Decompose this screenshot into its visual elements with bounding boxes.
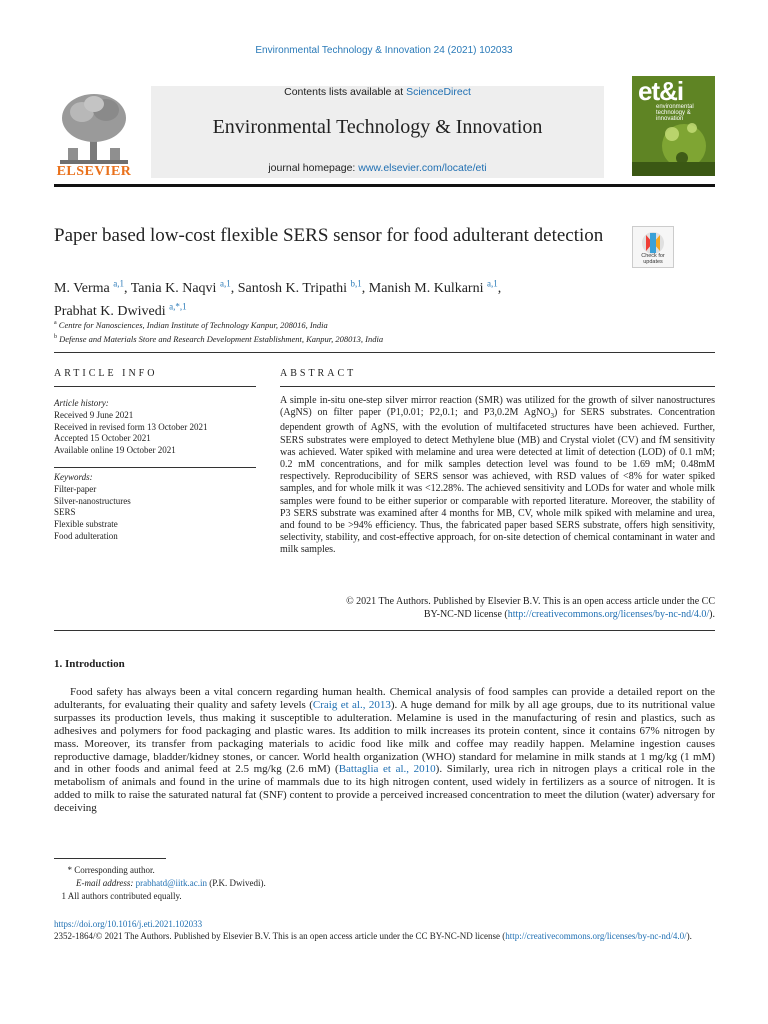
citation-battaglia[interactable]: Battaglia et al., 2010	[338, 763, 436, 776]
abstract-copyright	[280, 595, 715, 621]
journal-cover[interactable]	[632, 76, 715, 176]
header-rule	[54, 184, 715, 187]
email-label: E-mail address:	[76, 878, 134, 888]
issn-license-link[interactable]: http://creativecommons.org/licenses/by-nc-nd/4.0/	[505, 931, 687, 941]
author-2	[130, 278, 238, 296]
keyword: Food adulteration	[54, 530, 118, 541]
article-info-rule	[54, 386, 256, 387]
copyright-prefix: BY-NC-ND license (	[423, 609, 508, 620]
author-affil-mark[interactable]: a,1	[486, 278, 498, 288]
author-affil-mark[interactable]: a,1	[219, 278, 231, 288]
author-affil-mark[interactable]: a,1	[113, 278, 124, 288]
history-heading: Article history:	[54, 398, 109, 408]
abstract-part-1: A simple in-situ one-step silver mirror reaction (SMR) was utilized for the growth of silver nanostructures (AgNS) on filter paper (P1,0.01; P2,0.1; and P3,0.2M AgNO	[280, 395, 715, 419]
cover-subtitle: environmental technology & innovation	[656, 104, 694, 122]
issn-license-line	[54, 931, 715, 943]
affiliation-a	[54, 317, 674, 331]
affiliation-text: Defense and Materials Store and Research Development Establishment, Kanpur, 208013, India	[59, 333, 384, 344]
affiliation-mark: a	[54, 320, 57, 326]
keyword: Silver-nanostructures	[54, 495, 131, 506]
history-revised: Received in revised form 13 October 2021	[54, 421, 208, 432]
journal-reference[interactable]: Environmental Technology & Innovation 24 (2021) 102033	[255, 45, 513, 56]
keywords-heading: Keywords:	[54, 471, 93, 482]
journal-homepage-link[interactable]: www.elsevier.com/locate/eti	[358, 162, 487, 174]
author-1	[54, 278, 131, 296]
affiliations	[54, 317, 674, 345]
issn-suffix: ).	[686, 931, 692, 941]
license-link[interactable]: http://creativecommons.org/licenses/by-nc-nd/4.0/	[507, 609, 710, 620]
author-name: M. Verma	[54, 280, 110, 296]
author-affil-mark[interactable]: a,*,1	[169, 301, 187, 312]
homepage-line	[151, 162, 604, 174]
footnote-mark: *	[67, 865, 72, 875]
history-online: Available online 19 October 2021	[54, 445, 176, 456]
author-separator: ,	[497, 280, 502, 296]
history-received: Received 9 June 2021	[54, 409, 134, 420]
intro-text-3: ). Similarly, urea rich in nitrogen plays a critical role in the metabolism of animals and found in the urine of mammals due to its high nitrogen content, used widely in fertilizers as a source of nitrogen. It is added to milk to raise the saturated natural fat (SNF) content to provide a perceived increased concentration to meet the dilution (water) adversary for deceiving	[54, 763, 715, 815]
email-suffix: (P.K. Dwivedi).	[209, 878, 266, 888]
keyword: SERS	[54, 507, 76, 518]
journal-header	[54, 76, 715, 180]
journal-name: Environmental Technology & Innovation	[212, 116, 543, 138]
author-name: Manish M. Kulkarni	[368, 280, 484, 296]
doi-link[interactable]: https://doi.org/10.1016/j.eti.2021.102033	[54, 919, 203, 929]
footnote-text: Corresponding author.	[74, 865, 155, 875]
abstract-rule	[280, 386, 715, 387]
elsevier-wordmark: ELSEVIER	[56, 164, 132, 179]
cover-title: et&i	[638, 76, 684, 106]
affiliation-b	[54, 331, 674, 345]
affiliation-text: Centre for Nanosciences, Indian Institute of Technology Kanpur, 208016, India	[58, 319, 328, 330]
author-separator: ,	[123, 280, 131, 296]
affiliation-rule	[54, 352, 715, 353]
author-name: Prabhat K. Dwivedi	[54, 304, 166, 320]
abstract-text	[280, 395, 715, 557]
author-3	[237, 278, 369, 296]
intro-text-1: Food safety has always been a vital concern regarding human health. Chemical analysis of food samples can provide a detailed report on the adulterants, for evaluating their quality and safety levels (	[54, 686, 715, 711]
contents-line	[151, 86, 604, 98]
keywords-rule	[54, 457, 256, 468]
footnote-email	[54, 877, 715, 890]
author-4	[368, 278, 502, 296]
footnote-text: All authors contributed equally.	[67, 891, 182, 901]
check-for-updates-badge[interactable]	[632, 226, 674, 268]
author-name: Santosh K. Tripathi	[237, 280, 348, 296]
affiliation-mark: b	[54, 333, 57, 340]
keyword: Filter-paper	[54, 483, 97, 494]
abstract-heading: ABSTRACT	[280, 368, 357, 379]
author-affil-mark[interactable]: b,1	[350, 278, 362, 288]
homepage-prefix: journal homepage:	[268, 162, 359, 174]
copyright-line-2	[280, 608, 715, 621]
footnote-rule	[54, 858, 166, 859]
history-accepted: Accepted 15 October 2021	[54, 433, 151, 444]
abstract-subscript: 3	[550, 412, 554, 421]
journal-banner	[151, 86, 604, 178]
keyword: Flexible substrate	[54, 519, 118, 530]
sciencedirect-link[interactable]: ScienceDirect	[406, 86, 471, 98]
introduction-heading: 1. Introduction	[54, 658, 125, 670]
footnote-corresponding	[54, 864, 715, 877]
citation-craig[interactable]: Craig et al., 2013	[312, 698, 391, 711]
author-separator: ,	[230, 280, 238, 296]
footnote-equal	[54, 890, 715, 903]
introduction-paragraph	[54, 686, 715, 815]
article-title: Paper based low-cost flexible SERS sensor for food adulterant detection	[54, 225, 604, 246]
contents-prefix: Contents lists available at	[284, 86, 407, 98]
article-info	[54, 398, 254, 543]
author-name: Tania K. Naqvi	[130, 280, 217, 296]
footnote-mark: 1	[61, 891, 66, 901]
article-info-heading: ARTICLE INFO	[54, 368, 158, 379]
author-separator: ,	[361, 280, 369, 296]
abstract-part-2: ) for SERS substrates. Concentration dependent growth of AgNS, with the evolution of multifaceted structures have been achieved. Further, SERS substrates were employed to detect Methylene blue (MB) and Crystal violet (CV) and fM sensitivity was achieved. Water spiked with melamine and urea were detected at limit of detection (LOD) of 0.1 mM; 0.2 mM concentrations, and for milk samples detection level was found to be 1.69 mM; 0.48mM respectively. Reproducibility of SERS sensor was achieved, with RSD values of <8% for water spiked samples, and for whole milk it was <12.28%. The achieved sensitivity and LODs for water and whole milk samples were found to be either superior or comparable with reported literature. Moreover, the stability of P3 SERS substrate was examined after 4 months for MB, CV, whole milk spiked with melamine and urea, and found to be >94% efficiency. Thus, the fabricated paper based SERS substrate, offers high sensitivity, selectivity, stability, and cost-effective approach, for on-site detection of chemical contaminant in water and milk samples.	[280, 407, 715, 556]
issn-text: 2352-1864/© 2021 The Authors. Published by Elsevier B.V. This is an open access article under the CC BY-NC-ND license (	[54, 931, 506, 941]
intro-text-2: ). A huge demand for milk by all age groups, due to its nutritional value surpasses its production levels, thus making it susceptible to adulteration. Melamine is used in the manufacturing of resin and plastics, such as adhesives and polymers for food packaging and plastic wares. Its addition to milk increases its protein content, since it contains 67% nitrogen by mass. Moreover, its transfer from packaging materials to acidic food like milk and coffee may readily happen. Melamine ingestion causes reproductive damage, bladder/kidney stones, or cancer. World health organization (WHO) standard for melamine in milk stands at 1 mg/kg (1 mM) and in other foods and animal feed at 2.5 mg/kg (2.6 mM) (	[54, 698, 715, 776]
author-email-link[interactable]: prabhatd@iitk.ac.in	[135, 878, 207, 888]
author-list	[54, 274, 664, 321]
copyright-line-1: © 2021 The Authors. Published by Elsevier B.V. This is an open access article under the CC	[346, 596, 715, 607]
abstract-bottom-rule	[54, 630, 715, 631]
footnotes	[54, 864, 715, 903]
crossmark-label: Check for updates	[641, 253, 665, 265]
copyright-suffix: ).	[709, 609, 715, 620]
